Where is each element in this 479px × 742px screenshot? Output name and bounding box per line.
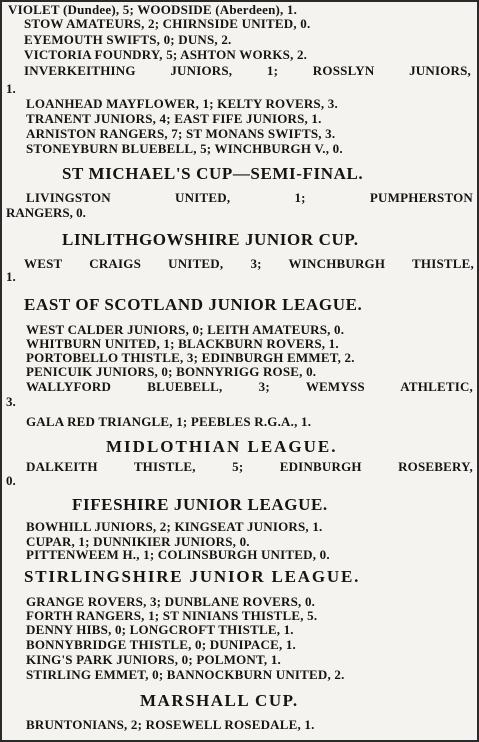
result-line-continuation: 3.: [6, 394, 16, 409]
result-line: VICTORIA FOUNDRY, 5; ASHTON WORKS, 2.: [24, 47, 308, 62]
result-line-continuation: 1.: [6, 81, 16, 96]
result-line: ARNISTON RANGERS, 7; ST MONANS SWIFTS, 3.: [26, 126, 336, 141]
result-line: DENNY HIBS, 0; LONGCROFT THISTLE, 1.: [26, 622, 294, 637]
result-line: STIRLING EMMET, 0; BANNOCKBURN UNITED, 2.: [26, 667, 345, 682]
section-heading: MARSHALL CUP.: [140, 691, 299, 710]
section-heading: ST MICHAEL'S CUP—SEMI-FINAL.: [62, 164, 364, 183]
result-line: WALLYFORD BLUEBELL, 3; WEMYSS ATHLETIC,: [26, 379, 473, 394]
result-line: BRUNTONIANS, 2; ROSEWELL ROSEDALE, 1.: [26, 717, 315, 732]
section-heading: MIDLOTHIAN LEAGUE.: [106, 437, 338, 456]
result-line: STOW AMATEURS, 2; CHIRNSIDE UNITED, 0.: [24, 16, 311, 31]
result-line-continuation: 0.: [6, 473, 16, 488]
result-line: BONNYBRIDGE THISTLE, 0; DUNIPACE, 1.: [26, 637, 297, 652]
result-line: WEST CRAIGS UNITED, 3; WINCHBURGH THISTLE,: [24, 256, 474, 271]
result-line: EYEMOUTH SWIFTS, 0; DUNS, 2.: [24, 32, 232, 47]
result-line: GALA RED TRIANGLE, 1; PEEBLES R.G.A., 1.: [26, 414, 312, 429]
section-heading: EAST OF SCOTLAND JUNIOR LEAGUE.: [24, 295, 363, 314]
result-line: LOANHEAD MAYFLOWER, 1; KELTY ROVERS, 3.: [26, 96, 338, 111]
result-line: LIVINGSTON UNITED, 1; PUMPHERSTON: [26, 190, 473, 205]
result-line: INVERKEITHING JUNIORS, 1; ROSSLYN JUNIORS,: [24, 63, 471, 78]
result-line: PORTOBELLO THISTLE, 3; EDINBURGH EMMET, 2.: [26, 350, 355, 365]
section-heading: FIFESHIRE JUNIOR LEAGUE.: [72, 495, 328, 514]
result-line: BOWHILL JUNIORS, 2; KINGSEAT JUNIORS, 1.: [26, 519, 323, 534]
result-line: DALKEITH THISTLE, 5; EDINBURGH ROSEBERY,: [26, 459, 473, 474]
result-line: KING'S PARK JUNIORS, 0; POLMONT, 1.: [26, 652, 281, 667]
result-line-continuation: RANGERS, 0.: [6, 205, 86, 220]
result-line: PITTENWEEM H., 1; COLINSBURGH UNITED, 0.: [26, 547, 330, 562]
result-line: STONEYBURN BLUEBELL, 5; WINCHBURGH V., 0.: [26, 141, 343, 156]
section-heading: LINLITHGOWSHIRE JUNIOR CUP.: [62, 230, 359, 249]
result-line-continuation: 1.: [6, 269, 16, 284]
result-line: VIOLET (Dundee), 5; WOODSIDE (Aberdeen), 1.: [8, 2, 298, 17]
result-line: WEST CALDER JUNIORS, 0; LEITH AMATEURS, 0.: [26, 322, 345, 337]
result-line: GRANGE ROVERS, 3; DUNBLANE ROVERS, 0.: [26, 594, 316, 609]
result-line: FORTH RANGERS, 1; ST NINIANS THISTLE, 5.: [26, 608, 318, 623]
section-heading: STIRLINGSHIRE JUNIOR LEAGUE.: [24, 567, 361, 586]
result-line: CUPAR, 1; DUNNIKIER JUNIORS, 0.: [26, 534, 250, 549]
result-line: WHITBURN UNITED, 1; BLACKBURN ROVERS, 1.: [26, 336, 339, 351]
result-line: TRANENT JUNIORS, 4; EAST FIFE JUNIORS, 1.: [26, 111, 322, 126]
result-line: PENICUIK JUNIORS, 0; BONNYRIGG ROSE, 0.: [26, 364, 317, 379]
